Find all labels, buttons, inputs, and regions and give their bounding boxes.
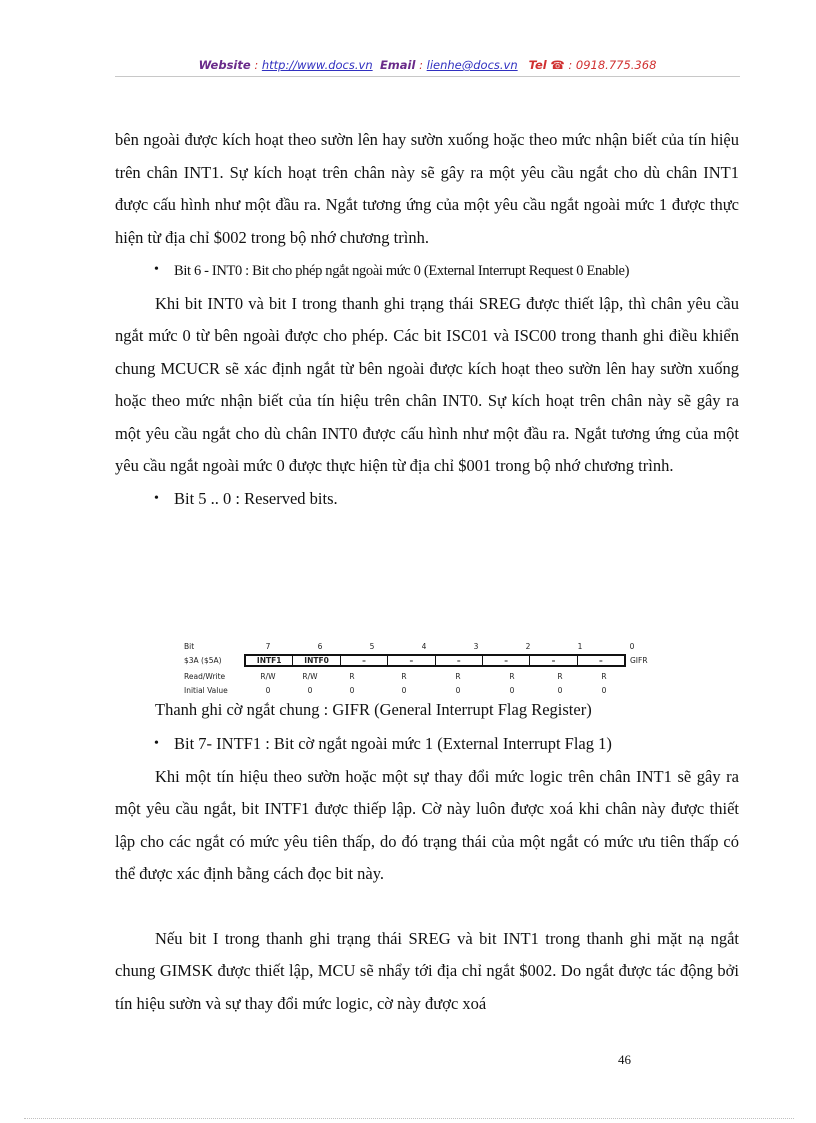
paragraph-1: bên ngoài được kích hoạt theo sườn lên hay sườn xuống hoặc theo mức nhận biết của tín hiệu trên chân INT1. Sự kích hoạt trên chân này sẽ gây ra một yêu cầu ngắt cho dù chân INT1 được cấu hình như một đầu ra. Ngắt tương ứng của một yêu cầu ngắt ngoài mức 1 được thực hiện từ địa chỉ $002 trong bộ nhớ chương trình. (115, 130, 739, 247)
rw-value: R (509, 672, 515, 681)
init-value: 0 (509, 686, 515, 695)
bullet-bit7 (115, 728, 739, 761)
rw-value: R/W (302, 672, 318, 681)
bullet-bit7-text: Bit 7- INTF1 : Bit cờ ngắt ngoài mức 1 (External Interrupt Flag 1) (174, 734, 612, 753)
bit-number: 1 (577, 642, 583, 651)
register-name: GIFR (630, 656, 648, 665)
website-link[interactable]: http://www.docs.vn (261, 58, 373, 72)
lower-text (115, 728, 739, 1020)
row-label-bit: Bit (184, 642, 195, 651)
bullet-bit6-text: Bit 6 - INT0 : Bit cho phép ngắt ngoài mức 0 (External Interrupt Request 0 Enable) (174, 263, 630, 279)
page-bottom-border (24, 1118, 794, 1119)
gifr-register-diagram (180, 640, 650, 700)
bit-number: 2 (525, 642, 531, 651)
rw-value: R (349, 672, 355, 681)
init-value: 0 (557, 686, 563, 695)
rw-value: R (401, 672, 407, 681)
paragraph-3: Khi một tín hiệu theo sườn hoặc một sự thay đổi mức logic trên chân INT1 sẽ gây ra một yêu cầu ngắt, bit INTF1 được thiếp lập. Cờ này luôn được xoá khi chân này được thiết lập cho các ngắt có mức yêu tiên thấp, do đó trạng thái của một ngắt có mức ưu tiên thấp có thể được xác định bằng cách đọc bit này. (115, 766, 739, 883)
register-cell: – (341, 656, 388, 665)
paragraph-4: Nếu bit I trong thanh ghi trạng thái SREG và bit INT1 trong thanh ghi mặt nạ ngắt chung GIMSK được thiết lập, MCU sẽ nhẩy tới địa chỉ ngắt $002. Do ngắt được tác động bởi tín hiệu sườn và sự thay đổi mức logic, cờ này được xoá (115, 928, 739, 1013)
email-link[interactable]: lienhe@docs.vn (426, 58, 518, 72)
page-number: 46 (618, 1052, 631, 1067)
tel-number: : 0918.775.368 (564, 58, 657, 72)
rw-value: R (601, 672, 607, 681)
row-label-rw: Read/Write (184, 672, 226, 681)
init-value: 0 (349, 686, 355, 695)
register-cell: INTF1 (246, 656, 293, 665)
website-label: Website (198, 58, 251, 72)
register-cell: – (436, 656, 483, 665)
tel-label: Tel (528, 58, 547, 72)
init-value: 0 (455, 686, 461, 695)
email-sep: : (415, 58, 427, 72)
bit-number: 3 (473, 642, 479, 651)
register-cell: – (483, 656, 530, 665)
paragraph-2: Khi bit INT0 và bit I trong thanh ghi trạng thái SREG được thiết lập, thì chân yêu cầu ngắt mức 0 từ bên ngoài được cho phép. Các bit ISC01 và ISC00 trong thanh ghi điều khiển chung MCUCR sẽ xác định ngắt từ bên ngoài được kích hoạt theo sườn lên hay sườn xuống hoặc theo mức nhận biết của tín hiệu trên chân INT0. Sự kích hoạt trên chân này sẽ gây ra một yêu cầu ngắt cho dù chân INT0 được cấu hình như một đầu ra. Ngắt tương ứng của một yêu cầu ngắt ngoài mức 0 được thực hiện từ địa chỉ $001 trong bộ nhớ chương trình. (115, 293, 739, 475)
upper-text (115, 124, 739, 515)
bit-number: 5 (369, 642, 375, 651)
rw-value: R (557, 672, 563, 681)
register-bit-cells (244, 654, 626, 667)
register-init-row (180, 686, 650, 698)
init-value: 0 (307, 686, 313, 695)
init-value: 0 (601, 686, 607, 695)
register-cell: – (598, 656, 603, 665)
header-rule (115, 76, 740, 77)
bit-number: 0 (629, 642, 635, 651)
bit-number: 7 (265, 642, 271, 651)
bullet-bit5-0 (115, 483, 739, 516)
register-cell: – (388, 656, 435, 665)
email-label: Email (379, 58, 416, 72)
init-value: 0 (265, 686, 271, 695)
register-cell: – (530, 656, 577, 665)
register-bit-row (180, 642, 650, 654)
rw-value: R (455, 672, 461, 681)
bullet-bit6 (115, 254, 739, 288)
page-header (115, 58, 740, 72)
row-label-addr: $3A ($5A) (184, 656, 222, 665)
init-value: 0 (401, 686, 407, 695)
bit-number: 4 (421, 642, 427, 651)
register-rw-row (180, 672, 650, 684)
row-label-init: Initial Value (184, 686, 228, 695)
website-sep: : (250, 58, 262, 72)
bit-number: 6 (317, 642, 323, 651)
phone-icon: ☎ (550, 58, 565, 72)
bullet-bit5-0-text: Bit 5 .. 0 : Reserved bits. (174, 488, 338, 508)
rw-value: R/W (260, 672, 276, 681)
register-caption: Thanh ghi cờ ngắt chung : GIFR (General Interrupt Flag Register) (155, 700, 592, 719)
register-cell: INTF0 (293, 656, 340, 665)
